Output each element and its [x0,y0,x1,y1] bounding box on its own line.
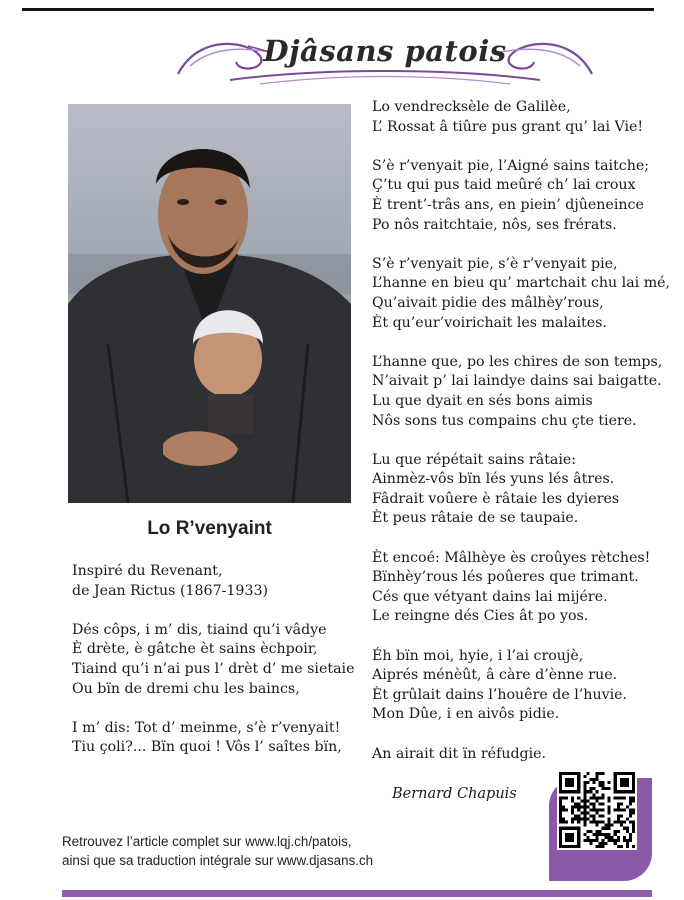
poem-line: Cés que vétyant dains lai mijére. [372,588,608,605]
poem-line: Le reingne dés Cies ât po yos. [372,608,589,625]
poem-line: Lu que répétait sains râtaie: [372,451,577,468]
poem-title: Lo R’venyaint [147,518,272,539]
poem-stanza [372,745,672,765]
right-column [372,98,672,784]
poem-line: Nôs sons tus compains chu çte tiere. [372,412,637,429]
poem-line: Bïnhèy’rous lés poûeres que trimant. [372,569,639,586]
poem-line: Èt grûlait dains l’houêre de l’huvie. [372,686,628,703]
footer-line-article: Retrouvez l’article complet sur www.lqj.ch/patois, [62,834,352,849]
poem-line: Dés côps, i m’ dis, tiaind qu’i vâdye [72,621,327,638]
poem-line: L’ Rossat â tiûre pus grant qu’ lai Vie! [372,118,644,135]
poem-line: Fâdrait voûere è râtaie les dyieres [372,490,620,507]
poem-line: Èt encoé: Mâlhèye ès croûyes rètches! [372,549,651,566]
poem-line: Èt qu’eur’voirichait les malaites. [372,314,607,331]
poem-line: N’aivait p’ lai laindye dains sai baigatte. [372,373,662,390]
poem-line: S’è r’venyait pie, l’Aigné sains taitche; [372,157,650,174]
poem-line: Tiu çoli?... Bïn quoi ! Vôs l’ saîtes bïn, [72,739,342,756]
intro-stanza [72,562,362,601]
poem-line: An airait dit ïn réfudgie. [372,745,547,762]
poem-line: Èt peus râtaie de se taupaie. [372,510,579,527]
poem-line: L’hanne en bieu qu’ martchait chu lai mé, [372,275,671,292]
portrait-photo [68,104,351,503]
poem-line: È drète, è gâtche èt sains èchpoir, [72,641,318,658]
poem-line: Qu’aivait pidie des mâlhèy’rous, [372,294,604,311]
poem-line: S’è r’venyait pie, s’è r’venyait pie, [372,255,618,272]
poem-line: Aiprés ménèût, â càre d’ènne rue. [372,667,618,684]
qr-code-icon[interactable] [557,770,637,850]
poem-stanza [372,255,672,333]
poem-stanza [372,353,672,431]
poem-stanza [372,451,672,529]
left-column [72,562,362,778]
poem-stanza [372,98,672,137]
poem-stanza [72,621,362,699]
bottom-rule [62,890,652,897]
poem-stanza [72,719,362,758]
header-title: Djâsans patois [263,34,507,68]
poem-line: I m’ dis: Tot d’ meinme, s’è r’venyait! [72,719,341,736]
poem-line: Tiaind qu’i n’ai pus l’ drèt d’ me sietaie [72,660,355,677]
poem-line: Lu que dyait en sés bons aimis [372,392,593,409]
poem-line: L’hanne que, po les chires de son temps, [372,353,663,370]
intro-line: de Jean Rictus (1867-1933) [72,582,269,599]
poem-stanza [372,647,672,725]
poem-line: Ou bïn de dremi chu les baincs, [72,680,300,697]
header-banner [170,22,600,92]
poem-line: Mon Dûe, i en aivôs pidie. [372,706,560,723]
top-rule [22,8,654,11]
poem-line: Lo vendrecksèle de Galilèe, [372,99,571,115]
footer-line-translation: ainsi que sa traduction intégrale sur www.djasans.ch [62,853,374,868]
intro-line: Inspiré du Revenant, [72,563,223,579]
poem-line: È trent’-trâs ans, en piein’ djûeneince [372,196,644,213]
poem-stanza [372,549,672,627]
footer-note [62,832,373,870]
poem-line: Po nôs raitchtaie, nôs, ses frérats. [372,216,617,233]
poem-line: Éh bïn moi, hyie, i l’ai croujè, [372,647,584,664]
poem-line: Ç’tu qui pus taid meûré ch’ lai croux [372,177,636,194]
poem-stanza [372,157,672,235]
author-signature: Bernard Chapuis [392,786,517,802]
poem-line: Ainmèz-vôs bïn lés yuns lés âtres. [372,471,615,488]
